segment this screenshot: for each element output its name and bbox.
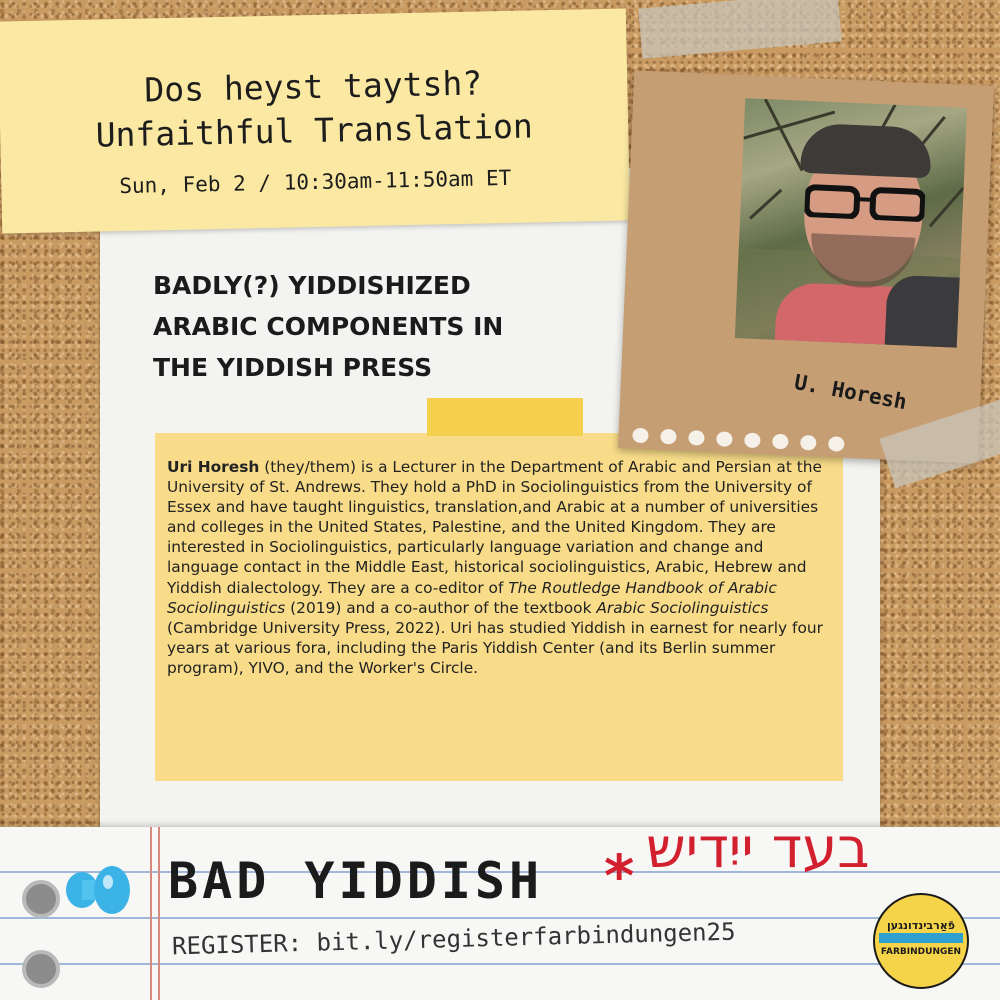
book-title: Arabic Sociolinguistics [596, 598, 769, 617]
event-title-line2: Unfaithful Translation [95, 106, 534, 155]
yellow-tape [427, 398, 583, 436]
binder-ring-icon [22, 880, 60, 918]
speaker-bio [167, 457, 837, 678]
punch-hole [772, 434, 789, 450]
punch-hole [660, 429, 677, 445]
event-title-line1: Dos heyst taytsh? [144, 63, 483, 110]
logo-bar [879, 933, 963, 943]
bio-text: (2019) and a co-author of the textbook [285, 598, 597, 617]
register-label: REGISTER: [171, 928, 303, 961]
speaker-bio-box [155, 433, 843, 781]
glasses-icon [804, 183, 925, 222]
farbindungen-logo [873, 893, 969, 989]
series-name-yiddish: בעד ייִדיש [646, 816, 870, 881]
register-link[interactable]: bit.ly/registerfarbindungen25 [316, 917, 736, 957]
punch-hole [800, 435, 817, 451]
push-pin-icon [64, 862, 134, 922]
photo-caption: U. Horesh [792, 369, 909, 415]
punch-hole [716, 431, 733, 447]
speaker-photo [735, 98, 967, 347]
punch-hole [744, 432, 761, 448]
logo-text-yiddish: פֿאַרבינדונגען [886, 919, 956, 932]
punch-hole [688, 430, 705, 446]
speaker-name: Uri Horesh [167, 458, 260, 476]
asterisk-icon: * [604, 842, 635, 910]
punch-hole [828, 436, 845, 452]
title-note [0, 8, 630, 233]
talk-title-line: THE YIDDISH PRESS [153, 353, 433, 382]
event-date-time: Sun, Feb 2 / 10:30am-11:50am ET [119, 165, 512, 199]
margin-line [150, 827, 152, 1000]
book-title: The Routledge Handbook of Arabic Sociolinguistics [167, 578, 777, 617]
bio-text: (Cambridge University Press, 2022). Uri has studied Yiddish in earnest for nearly four years at various fora, including the Paris Yiddish Center (and its Berlin summer program), YIVO, and the Worker's Circle. [167, 618, 823, 677]
talk-title-line: BADLY(?) YIDDISHIZED [153, 271, 471, 300]
margin-line [158, 827, 160, 1000]
speaker-jacket [884, 275, 967, 348]
series-name: BAD YIDDISH [168, 852, 544, 910]
talk-title-line: ARABIC COMPONENTS IN [153, 312, 504, 341]
bio-text: (they/them) is a Lecturer in the Department of Arabic and Persian at the University of St. Andrews. They hold a PhD in Sociolinguistics from the University of Essex and have taught linguistics, translation,and Arabic at a number of universities and colleges in the United States, Palestine, and the United Kingdom. They are interested in Sociolinguistics, particularly language variation and change and language contact in the Middle East, historical sociolinguistics, Arabic, Hebrew and Yiddish dialectology. They are a co-editor of [167, 458, 823, 597]
binder-ring-icon [22, 950, 60, 988]
punch-hole [632, 428, 649, 444]
talk-title [153, 265, 583, 388]
speaker-photo-frame [618, 70, 994, 463]
logo-text: FARBINDUNGEN [880, 947, 962, 957]
